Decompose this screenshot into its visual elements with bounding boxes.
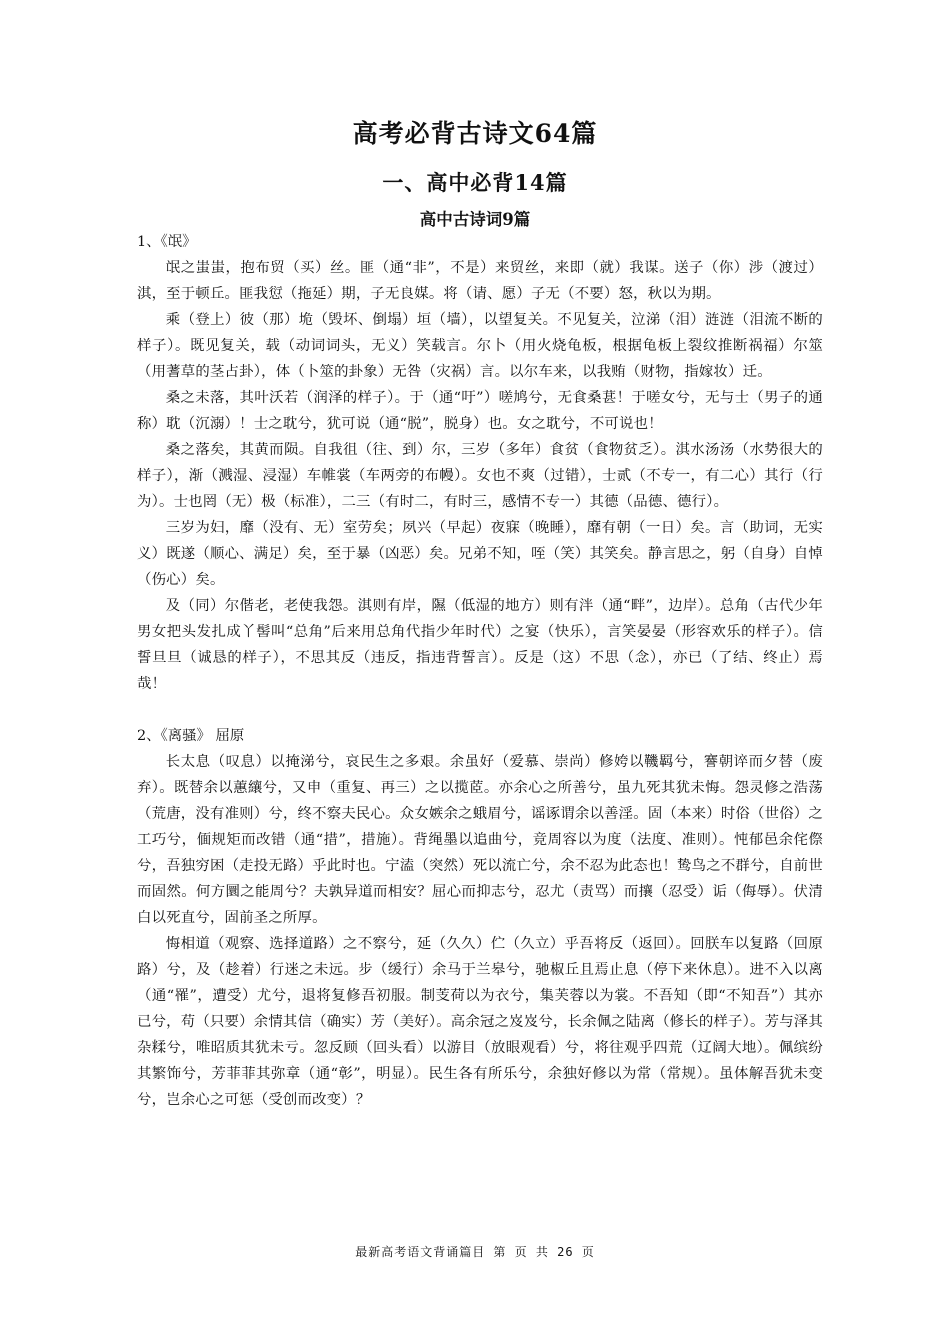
section-title: 高中古诗词9篇 bbox=[419, 210, 531, 229]
poem-heading: 2、《离骚》 屈原 bbox=[137, 728, 245, 744]
poem-paragraph: 悔相道（观察、选择道路）之不察兮，延（久久）伫（久立）乎吾将反（返回）。回朕车以复路（回原路）兮，及（趁着）行迷之未远。步（缓行）余马于兰皋兮，驰椒丘且焉止息（停下来休息）。进不入以离（通“罹”，遭受）尤兮，退将复修吾初服。制芰荷以为衣兮，集芙蓉以为裳。不吾知（即“不知吾”）其亦已兮，苟（只要）余情其信（确实）芳（美好）。高余冠之岌岌兮，长余佩之陆离（修长的样子）。芳与泽其杂糅兮，唯昭质其犹未亏。忽反顾（回头看）以游目（放眼观看）兮，将往观乎四荒（辽阔大地）。佩缤纷其繁饰兮，芳菲菲其弥章（通“彰”，明显）。民生各有所乐兮，余独好修以为常（常规）。虽体解吾犹未变兮，岂余心之可惩（受创而改变）？ bbox=[137, 936, 823, 1108]
page-footer: 最新高考语文背诵篇目 第 页 共 26 页 bbox=[355, 1245, 595, 1259]
document-title: 高考必背古诗文64篇 bbox=[352, 119, 598, 148]
poem-2 bbox=[137, 723, 823, 1113]
poem-paragraph: 桑之未落，其叶沃若（润泽的样子）。于（通“吁”）嗟鸠兮，无食桑葚！于嗟女兮，无与士（男子的通称）耽（沉溺）！士之耽兮，犹可说（通“脱”，脱身）也。女之耽兮，不可说也！ bbox=[137, 390, 823, 432]
poem-1 bbox=[137, 229, 823, 697]
poem-heading: 1、《氓》 bbox=[137, 234, 197, 250]
poem-paragraph: 桑之落矣，其黄而陨。自我徂（往、到）尔，三岁（多年）食贫（食物贫乏）。淇水汤汤（水势很大的样子），渐（溅湿、浸湿）车帷裳（车两旁的布幔）。女也不爽（过错），士贰（不专一，有二心）其行（行为）。士也罔（无）极（标准），二三（有时二，有时三，感情不专一）其德（品德、德行）。 bbox=[137, 442, 823, 510]
chapter-title: 一、高中必背14篇 bbox=[382, 170, 568, 195]
poem-paragraph: 长太息（叹息）以掩涕兮，哀民生之多艰。余虽好（爱慕、崇尚）修姱以鞿羁兮，謇朝谇而夕替（废弃）。既替余以蕙纕兮，又申（重复、再三）之以揽茝。亦余心之所善兮，虽九死其犹未悔。怨灵修之浩荡（荒唐，没有准则）兮，终不察夫民心。众女嫉余之蛾眉兮，谣诼谓余以善淫。固（本来）时俗（世俗）之工巧兮，偭规矩而改错（通“措”，措施）。背绳墨以追曲兮，竞周容以为度（法度、准则）。忳郁邑余侘傺兮，吾独穷困（走投无路）乎此时也。宁溘（突然）死以流亡兮，余不忍为此态也！鸷鸟之不群兮，自前世而固然。何方圜之能周兮？夫孰异道而相安？屈心而抑志兮，忍尤（责骂）而攘（忍受）诟（侮辱）。伏清白以死直兮，固前圣之所厚。 bbox=[137, 754, 823, 926]
poem-paragraph: 乘（登上）彼（那）垝（毁坏、倒塌）垣（墙），以望复关。不见复关，泣涕（泪）涟涟（泪流不断的样子）。既见复关，载（动词词头，无义）笑载言。尔卜（用火烧龟板，根据龟板上裂纹推断祸福）尔筮（用蓍草的茎占卦），体（卜筮的卦象）无咎（灾祸）言。以尔车来，以我贿（财物，指嫁妆）迁。 bbox=[137, 312, 823, 380]
document-body bbox=[137, 229, 823, 1113]
poem-paragraph: 氓之蚩蚩，抱布贸（买）丝。匪（通“非”，不是）来贸丝，来即（就）我谋。送子（你）涉（渡过）淇，至于顿丘。匪我愆（拖延）期，子无良媒。将（请、愿）子无（不要）怒，秋以为期。 bbox=[137, 260, 823, 302]
poem-paragraph: 及（同）尔偕老，老使我怨。淇则有岸，隰（低湿的地方）则有泮（通“畔”，边岸）。总角（古代少年男女把头发扎成丫髻叫“总角”后来用总角代指少年时代）之宴（快乐），言笑晏晏（形容欢乐的样子）。信誓旦旦（诚恳的样子），不思其反（违反，指违背誓言）。反是（这）不思（念），亦已（了结、终止）焉哉！ bbox=[137, 598, 823, 692]
poem-paragraph: 三岁为妇，靡（没有、无）室劳矣；夙兴（早起）夜寐（晚睡），靡有朝（一日）矣。言（助词，无实义）既遂（顺心、满足）矣，至于暴（凶恶）矣。兄弟不知，咥（笑）其笑矣。静言思之，躬（自身）自悼（伤心）矣。 bbox=[137, 520, 823, 588]
